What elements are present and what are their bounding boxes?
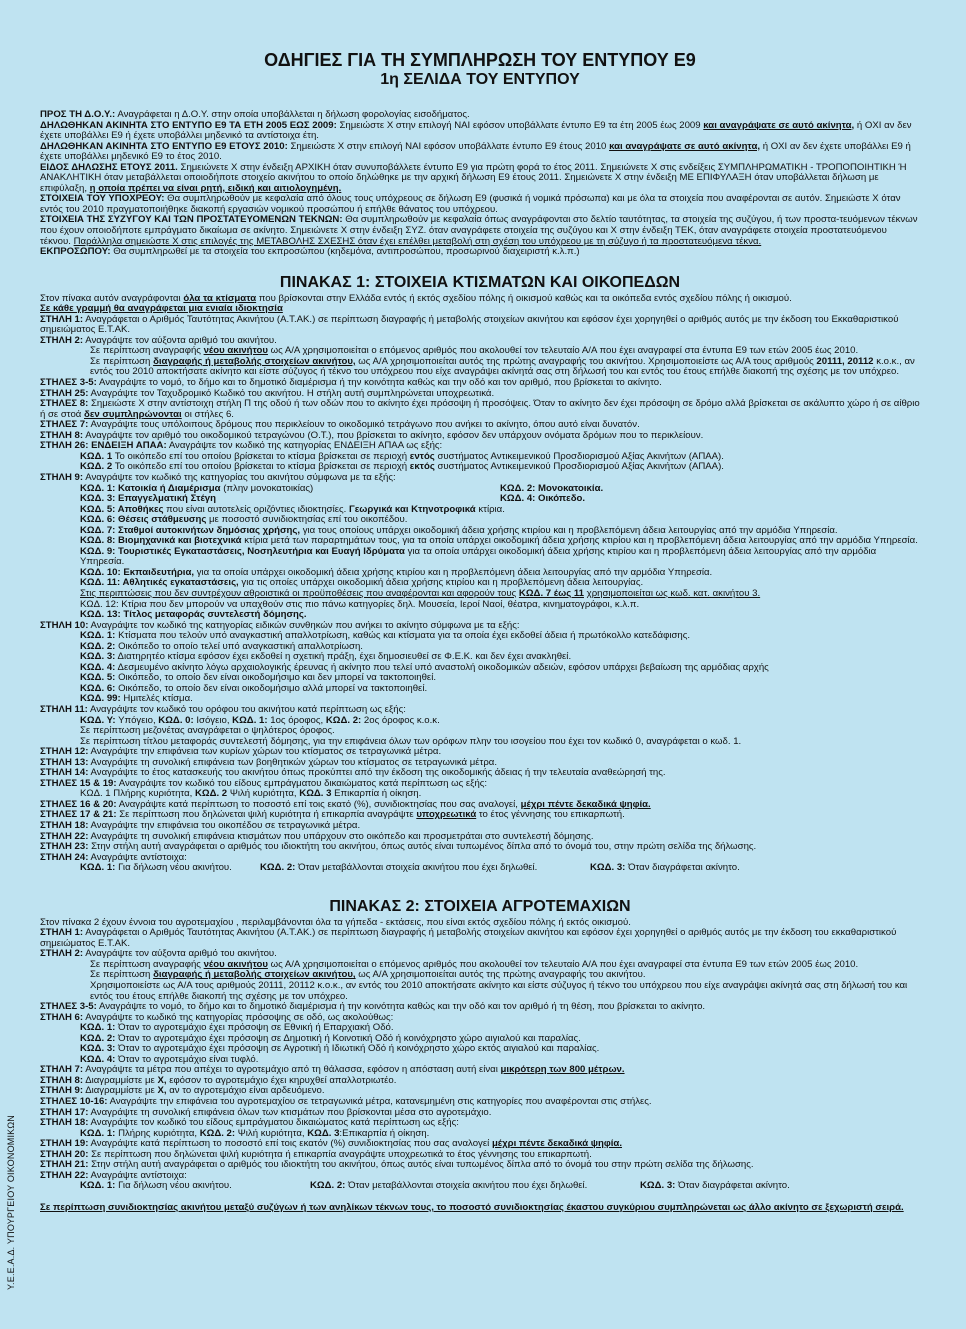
- t1-s1: [40, 315, 920, 336]
- text: Στην στήλη αυτή αναγράφεται ο αριθμός του ιδιοκτήτη του ακινήτου, όπως αυτός είναι τυπωμένος δίπλα από το όνομά του στην πρώτη σελίδα της δήλωσης.: [91, 1159, 754, 1171]
- text: Σε περίπτωση αναγραφής: [90, 345, 201, 357]
- text: Σε περίπτωση: [90, 969, 151, 981]
- text: Δεσμευμένο ακίνητο λόγω αρχαιολογικής έρευνας ή ακίνητο που τελεί υπό αναστολή οικοδομικών αδειών, εφόσον υπάρχει βεβαίωση της αρμόδιας αρχής: [117, 661, 769, 673]
- text: Διατηρητέο κτίσμα εφόσον έχει εκδοθεί η σχετική πράξη, έχει δημοσιευθεί σε Φ.Ε.Κ. και δεν έχει ανακληθεί.: [117, 651, 572, 663]
- text: Σε περίπτωση: [90, 355, 151, 367]
- label: ΣΤΗΛΗ 9:: [40, 471, 84, 483]
- text: Αναγράψτε τη συνολική επιφάνεια όλων των κτισμάτων που βρίσκονται μέσα στο αγροτεμάχιο.: [90, 1106, 492, 1118]
- code: ΚΩΔ. 1: [80, 450, 113, 462]
- col: [310, 1181, 640, 1192]
- text: Αναγράψτε τον αύξοντα αριθμό του ακινήτου.: [85, 948, 277, 960]
- text: Όταν διαγράφεται ακίνητο.: [628, 862, 740, 874]
- code: ΚΩΔ. 1:: [80, 1022, 116, 1034]
- text: Αναγράψτε αντίστοιχα:: [90, 1169, 187, 1181]
- table2-section: [40, 918, 920, 1192]
- text: Αναγράψτε τα μέτρα που απέχει το αγροτεμάχιο από τη θάλασσα, εφόσον η απόσταση αυτή είναι: [85, 1064, 498, 1076]
- code: ΚΩΔ. 3: Επαγγελματική Στέγη: [80, 493, 216, 505]
- label: ΕΚΠΡΟΣΩΠΟΥ:: [40, 246, 111, 258]
- code: ΚΩΔ. 5: Αποθήκες: [80, 503, 164, 515]
- text-emph: όλα τα κτίσματα: [183, 292, 257, 304]
- text: Αναγράψτε το νομό, το δήμο και το δημοτικό διαμέρισμα ή την κοινότητα καθώς και την οδό και τον αριθμό ή τη θέση, που βρίσκεται το ακίνητο.: [98, 1001, 706, 1013]
- table2-title: ΠΙΝΑΚΑΣ 2: ΣΤΟΙΧΕΙΑ ΑΓΡΟΤΕΜΑΧΙΩΝ: [329, 897, 631, 915]
- label: ΔΗΛΩΘΗΚΑΝ ΑΚΙΝΗΤΑ ΣΤΟ ΕΝΤΥΠΟ Ε9 ΤΑ ΕΤΗ 2005 ΕΩΣ 2009:: [40, 119, 337, 131]
- text: Για δήλωση νέου ακινήτου.: [118, 862, 232, 874]
- text: Αναγράψτε τον αριθμό του οικοδομικού τετραγώνου (Ο.Τ.), που βρίσκεται το ακίνητο, εφόσον δεν υπάρχουν ονόματα δρόμων που το περικλείουν.: [85, 429, 704, 441]
- code: ΚΩΔ. 0:: [158, 714, 194, 726]
- text: κτίρια μετά των παραρτημάτων τους, για τα οποία υπάρχει οικοδομική άδεια χρήσης κτιρίου και η προβλεπόμενη άδεια λειτουργίας από την αρμόδια Υπηρεσία.: [244, 535, 918, 547]
- code: ΚΩΔ. 9: Τουριστικές Εγκαταστάσεις, Νοσηλευτήρια και Ευαγή Ιδρύματα: [80, 545, 405, 557]
- text: Αναγράψτε αντίστοιχα:: [90, 851, 187, 863]
- code: ΚΩΔ. 2:: [310, 1180, 346, 1192]
- code: ΚΩΔ. 2: [194, 788, 228, 800]
- code: ΚΩΔ. 10: Εκπαιδευτήρια,: [80, 566, 195, 578]
- text: Σε περίπτωση τίτλου μεταφοράς συντελεστή δόμησης, για την επιφάνεια όλων των ορόφων πλην του ισογείου που έχει τον κωδικό 0, αναγράφεται ο κωδ. 1.: [80, 735, 742, 747]
- text: Θα συμπληρωθούν με κεφαλαία από όλους τους υπόχρεους σε δήλωση Ε9 (φυσικά ή νομικά πρόσωπα) και με όλα τα στοιχεία που αναφέρονται σε αυτόν. Σημειώστε Χ όταν εντός του 2010 πραγματοποιήθηκε διακοπή εργασιών νομικού προσώπου ή επήλθε θάνατος του υπόχρεου.: [40, 193, 901, 215]
- text: Διαγραμμίστε με: [85, 1085, 155, 1097]
- text-emph: η οποία πρέπει να είναι ρητή, ειδική και αιτιολογημένη.: [89, 182, 342, 194]
- text: Όταν μεταβάλλονται στοιχεία ακινήτου που έχει δηλωθεί.: [298, 862, 538, 874]
- label: ΣΤΗΛΗ 26: ΕΝΔΕΙΞΗ ΑΠΑΑ:: [40, 440, 167, 452]
- code: ΚΩΔ. 2:: [80, 1032, 116, 1044]
- text: Αναγράψτε τη συνολική επιφάνεια των βοηθητικών χώρων του κτίσματος σε τετραγωνικά μέτρα.: [90, 756, 498, 768]
- code: ΚΩΔ. 4: Οικόπεδο.: [500, 493, 586, 505]
- label: ΣΤΗΛΗ 23:: [40, 841, 89, 853]
- code: ΚΩΔ. 11: Αθλητικές εγκαταστάσεις,: [80, 577, 239, 589]
- text-emph: ΚΩΔ. 7 έως 11: [518, 587, 584, 599]
- table1-section: [40, 294, 920, 874]
- code: ΚΩΔ. 1:: [80, 1127, 116, 1139]
- code: ΚΩΔ. Υ:: [80, 714, 116, 726]
- label: ΣΤΗΛΗ 22:: [40, 1169, 89, 1181]
- label: ΣΤΗΛΕΣ 15 & 19:: [40, 777, 117, 789]
- text: Αναγράψτε τον κωδικό της κατηγορίας του ακινήτου σύμφωνα με τα εξής:: [85, 471, 396, 483]
- label: ΕΙΔΟΣ ΔΗΛΩΣΗΣ ΕΤΟΥΣ 2011.: [40, 161, 178, 173]
- text-emph: Γεωργικά και Κτηνοτροφικά: [348, 503, 476, 515]
- code: ΚΩΔ. 1:: [80, 862, 116, 874]
- label: ΣΤΗΛΗ 18:: [40, 820, 89, 831]
- text: Αναγράψτε κατά περίπτωση το ποσοστό επί τοις εκατόν (%) συνιδιοκτησίας που σας αναλογεί: [90, 1138, 490, 1150]
- intro-2010: [40, 142, 920, 163]
- text: Οικόπεδο, το οποίο δεν είναι οικοδομήσιμο και δεν μπορεί να τακτοποιηθεί.: [118, 672, 437, 684]
- text: Σημειώνετε Χ στην ένδειξη ΑΡΧΙΚΗ όταν συνυποβάλλετε έντυπο Ε9 για πρώτη φορά το έτος 2011. Σημειώνετε Χ στις ενδείξεις ΣΥΜΠΛΗΡΩΜΑΤΙΚΗ - ΤΡΟΠΟΠΟΙΗΤΙΚΗ Ή ΑΝΑΚΛΗΤΙΚΗ όταν μεταβάλλεται οποιοδήποτε στοιχείο ακινήτου το οποίο δηλώθηκε με την αρχική δήλωση Ε9 έτους 2011. Σημειώνετε Χ στην ένδειξη ΜΕ ΕΠΙΦΥΛΑΞΗ όταν υποβάλλεται δήλωση με επιφύλαξη,: [40, 161, 907, 194]
- text-emph: εντός: [409, 450, 435, 462]
- label: ΣΤΗΛΗ 9:: [40, 1085, 84, 1097]
- text: Αναγράφεται η Δ.Ο.Υ. στην οποία υποβάλλεται η δήλωση φορολογίας εισοδήματος.: [117, 109, 470, 120]
- text: που είναι αυτοτελείς οριζόντιες ιδιοκτησίες.: [166, 503, 347, 515]
- text: συστήματος Αντικειμενικού Προσδιορισμού Αξίας Ακινήτων (ΑΠΑΑ).: [437, 461, 724, 473]
- text: Αναγράψτε την επιφάνεια των κυρίων χώρων του κτίσματος σε τετραγωνικά μέτρα.: [90, 746, 442, 758]
- text: που βρίσκονται στην Ελλάδα εντός ή εκτός σχεδίου πόλης ή οικισμού καθώς και τα οικόπεδα εντός σχεδίου πόλης ή οικισμού.: [258, 292, 792, 304]
- label: ΣΤΗΛΗ 12:: [40, 746, 89, 758]
- text: 1ος όροφος,: [270, 714, 324, 726]
- text: Ημιτελές κτίσμα.: [123, 693, 193, 705]
- code: ΚΩΔ. 8: Βιομηχανικά και βιοτεχνικά: [80, 535, 242, 547]
- text: με ποσοστό συνιδιοκτησίας επί του οικοπέδου.: [209, 514, 408, 526]
- label: ΣΤΗΛΗ 24:: [40, 851, 89, 863]
- page-subtitle: 1η ΣΕΛΙΔΑ ΤΟΥ ΕΝΤΥΠΟΥ: [380, 71, 580, 88]
- text: συστήματος Αντικειμενικού Προσδιορισμού Αξίας Ακινήτων (ΑΠΑΑ).: [437, 450, 724, 462]
- code: ΚΩΔ. 3:: [640, 1180, 676, 1192]
- text: Σε περίπτωση που δηλώνεται ψιλή κυριότητα ή επικαρπία αναγράψτε: [119, 809, 414, 821]
- text: Οικόπεδο, το οποίο δεν είναι οικοδομήσιμο αλλά μπορεί να τακτοποιηθεί.: [118, 682, 428, 694]
- label: ΣΤΗΛΗ 17:: [40, 1106, 89, 1118]
- text: Το οικόπεδο επί του οποίου βρίσκεται το κτίσμα βρίσκεται σε περιοχή: [114, 461, 408, 473]
- text-emph: Σε κάθε γραμμή θα αναγράφεται μια ενιαία ιδιοκτησία: [40, 303, 283, 315]
- label: ΣΤΗΛΗ 2:: [40, 334, 84, 346]
- text: ως Α/Α χρησιμοποιείται ο επόμενος αριθμός που ακολουθεί τον τελευταίο Α/Α που έχει αναγραφεί στα έντυπα Ε9 των ετών 2005 έως 2010.: [270, 958, 859, 970]
- code: ΚΩΔ. 3: [299, 788, 332, 800]
- text: οι στήλες 6.: [184, 408, 234, 420]
- label: ΣΤΗΛΗ 10:: [40, 619, 89, 631]
- text: εφόσον το αγροτεμάχιο έχει κηρυχθεί απαλλοτριωτέο.: [169, 1074, 397, 1086]
- text: Όταν μεταβάλλονται στοιχεία ακινήτου που έχει δηλωθεί.: [348, 1180, 588, 1192]
- label: ΣΤΗΛΗ 21:: [40, 1159, 89, 1171]
- text: Αναγράψτε τον κωδικό της κατηγορίας ΕΝΔΕΙΞΗ ΑΠΑΑ ως εξής:: [168, 440, 443, 452]
- text: ΚΩΔ. 12: Κτίρια που δεν μπορούν να υπαχθούν στις πιο πάνω κατηγορίες δηλ. Μουσεία, Ιεροί Ναοί, θέατρα, κινηματογράφοι, κ.λ.π.: [80, 598, 640, 610]
- text: Αναγράψτε τον Ταχυδρομικό Κωδικό του ακινήτου. Η στήλη αυτή συμπληρώνεται υποχρεωτικά.: [90, 387, 495, 399]
- text: ή ΟΧΙ αν δεν έχετε υποβάλλει Ε9 ή έχετε υποβάλλει μηδενικό Ε9 το έτος 2010.: [40, 140, 911, 163]
- text-emph: διαγραφής ή μεταβολής στοιχείων ακινήτου,: [153, 355, 356, 367]
- text: Επικαρπία ή οίκηση.: [334, 788, 422, 800]
- code: ΚΩΔ. 3:: [80, 1043, 116, 1055]
- text-emph: μικρότερη των 800 μέτρων.: [500, 1064, 625, 1076]
- text: Αναγράψτε το έτος κατασκευής του ακινήτου όπως προκύπτει από την έκδοση της οικοδομικής άδειας ή την τελευταία αναθεώρησή της.: [90, 767, 666, 779]
- text: Σε περίπτωση αναγραφής: [90, 958, 201, 970]
- text-emph: νέου ακινήτου: [203, 958, 268, 970]
- col: [80, 1181, 310, 1192]
- text: Σε περίπτωση που δηλώνεται ψιλή κυριότητα ή επικαρπία αναγράψτε υποχρεωτικά το έτος γέννησης του επικαρπωτή.: [91, 1148, 592, 1160]
- label: ΣΤΗΛΗ 7:: [40, 1064, 84, 1076]
- intro-syzygos: [40, 215, 920, 247]
- code: ΚΩΔ. 7: Σταθμοί αυτοκινήτων δημόσιας χρήσης,: [80, 524, 301, 536]
- label: ΣΤΗΛΗ 14:: [40, 767, 89, 779]
- label: ΣΤΗΛΕΣ 16 & 20:: [40, 798, 117, 810]
- intro-section: [40, 110, 920, 258]
- text: κτίρια.: [478, 503, 505, 515]
- final-note: Σε περίπτωση συνιδιοκτησίας ακινήτου μεταξύ συζύγων ή των ανηλίκων τέκνων τους, το ποσοστό συνιδιοκτησίας έκαστου συγκύριου συμπληρώνεται ως άλλο ακίνητο σε ξεχωριστή σειρά.: [40, 1201, 904, 1213]
- t2-s22-codes: [40, 1181, 920, 1192]
- label: ΠΡΟΣ ΤΗ Δ.Ο.Υ.:: [40, 109, 116, 120]
- text: Αναγράψτε τη συνολική επιφάνεια κτισμάτων που υπάρχουν στο οικόπεδο και προσμετράται στο συντελεστή δόμησης.: [90, 830, 594, 842]
- code: ΚΩΔ. 1: Κατοικία ή Διαμέρισμα: [80, 482, 221, 494]
- text-emph: εκτός: [409, 461, 435, 473]
- code: ΚΩΔ. 6: Θέσεις στάθμευσης: [80, 514, 207, 526]
- code: ΚΩΔ. 4:: [80, 661, 116, 673]
- text: για τα οποία υπάρχει οικοδομική άδεια χρήσης κτιρίου και η προβλεπόμενη άδεια λειτουργίας από την αρμόδια Υπηρεσία.: [80, 545, 877, 568]
- text: για τα οποία υπάρχει οικοδομική άδεια χρήσης κτιρίου και η προβλεπόμενη άδεια λειτουργίας από την αρμόδια Υπηρεσία.: [196, 566, 713, 578]
- text: ή ΟΧΙ αν δεν έχετε υποβάλλει Ε9 ή έχετε υποβάλλει μηδενικό τα αντίστοιχα έτη.: [40, 119, 912, 142]
- code: ΚΩΔ. 2:: [80, 640, 116, 652]
- label: ΣΤΗΛΗ 13:: [40, 756, 89, 768]
- text: ΚΩΔ. 1 Πλήρης κυριότητα,: [80, 788, 193, 800]
- label: ΣΤΗΛΕΣ 8:: [40, 398, 89, 410]
- t1-k9: [40, 547, 920, 568]
- code: ΚΩΔ. 2: Μονοκατοικία.: [500, 482, 604, 494]
- text: Σημειώστε Χ στην επιλογή ΝΑΙ εφόσον υποβάλλατε έντυπο Ε9 έτους 2010: [290, 140, 607, 152]
- label: ΣΤΗΛΗ 2:: [40, 948, 84, 960]
- label: ΣΤΗΛΗ 11:: [40, 703, 88, 715]
- text-emph: 20111, 20112: [816, 355, 874, 367]
- side-vertical-text: Υ.Ε.Ε.Α.Δ. ΥΠΟΥΡΓΕΙΟΥ ΟΙΚΟΝΟΜΙΚΩΝ: [6, 1115, 16, 1290]
- intro-ekprosopos: [40, 247, 920, 258]
- code: ΚΩΔ. 2:: [260, 862, 296, 874]
- text: Αναγράψτε τον κωδικό του ορόφου του ακινήτου κατά περίπτωση ως εξής:: [90, 703, 406, 715]
- text: Ισόγειο,: [196, 714, 230, 726]
- label: ΣΤΗΛΕΣ 3-5:: [40, 377, 97, 389]
- code: ΚΩΔ. 13: Τίτλος μεταφοράς συντελεστή δόμησης.: [80, 609, 307, 621]
- code: ΚΩΔ. 4:: [80, 1053, 116, 1065]
- text-emph: διαγραφής ή μεταβολής στοιχείων ακινήτου,: [153, 969, 356, 981]
- text-emph: μέχρι πέντε δεκαδικά ψηφία.: [520, 798, 651, 810]
- intro-ypoxreos: [40, 194, 920, 215]
- page-title: ΟΔΗΓΙΕΣ ΓΙΑ ΤΗ ΣΥΜΠΛΗΡΩΣΗ ΤΟΥ ΕΝΤΥΠΟΥ Ε9: [264, 50, 696, 70]
- text-emph: και αναγράψατε σε αυτό ακίνητα,: [703, 119, 855, 131]
- text: Για δήλωση νέου ακινήτου.: [118, 1180, 232, 1192]
- code: ΚΩΔ. 3:: [590, 862, 626, 874]
- text: Θα συμπληρωθεί με τα στοιχεία του εκπροσώπου (κηδεμόνα, αντιπροσώπου, προσωρινού διαχειριστή κ.λ.π.): [113, 246, 580, 258]
- text: Υπόγειο,: [118, 714, 156, 726]
- text: Όταν διαγράφεται ακίνητο.: [678, 1180, 790, 1192]
- code: ΚΩΔ. 6:: [80, 682, 116, 694]
- label: ΣΤΗΛΕΣ 10-16:: [40, 1096, 108, 1108]
- text: Όταν το αγροτεμάχιο είναι τυφλό.: [118, 1053, 259, 1065]
- label: ΣΤΗΛΕΣ 3-5:: [40, 1001, 97, 1013]
- text: για τους οποίους υπάρχει οικοδομική άδεια χρήσης κτιρίου και η προβλεπόμενη άδεια λειτουργίας από την αρμόδια Υπηρεσία.: [302, 524, 838, 536]
- label: ΣΤΗΛΗ 22:: [40, 830, 89, 842]
- label: ΣΤΗΛΗ 20:: [40, 1148, 89, 1160]
- text: χρησιμοποιείται ως κωδ. κατ. ακινήτου 3.: [586, 587, 761, 599]
- text: Σε περίπτωση μεζονέτας αναγράφεται ο ψηλότερος όροφος.: [80, 725, 335, 737]
- label: ΣΤΗΛΗ 6:: [40, 1011, 84, 1023]
- text-emph: Παράλληλα σημειώστε Χ στις επιλογές της ΜΕΤΑΒΟΛΗΣ ΣΧΕΣΗΣ όταν έχει επέλθει μεταβολή στη σχέση του υπόχρεου με τη σύζυγο ή τα προστατευόμενα τέκνα.: [73, 235, 762, 247]
- label: ΣΤΗΛΗ 18:: [40, 1117, 89, 1129]
- code: ΚΩΔ. 2: [80, 461, 113, 473]
- document-page: [40, 0, 920, 1329]
- text: Χρησιμοποιείστε ως Α/Α τους αριθμούς 20111, 20112 κ.ο.κ., αν εντός του 2010 αποκτήσατε ακίνητο και είστε σύζυγος ή τέκνο του υπόχρεου που είχε αναγράψει ακίνητά σας στη δήλωσή του και εντός του έτους επήλθε διακοπή της σχέσης με τον υπόχρεο.: [90, 980, 908, 1002]
- code: ΚΩΔ. 1:: [80, 1180, 116, 1192]
- col: [260, 863, 590, 874]
- text: Αναγράψτε τον αύξοντα αριθμό του ακινήτου.: [85, 334, 277, 346]
- text: Στον πίνακα 2 έχουν έννοια του αγροτεμαχίου , περιλαμβάνονται όλα τα γήπεδα - εκτάσεις, που είναι εκτός σχεδίου πόλης ή εκτός οικισμού.: [40, 916, 631, 928]
- text: αν το αγροτεμάχιο είναι αρδευόμενο.: [169, 1085, 325, 1097]
- text: Αναγράψτε το κωδικό της κατηγορίας πρόσοψης σε οδό, ως ακολούθως:: [85, 1011, 394, 1023]
- code: ΚΩΔ. 3:: [80, 651, 116, 663]
- col: [80, 863, 260, 874]
- text: ως Α/Α χρησιμοποιείται αυτός της πρώτης αναγραφής του ακινήτου.: [358, 969, 646, 981]
- label: ΣΤΗΛΗ 1:: [40, 313, 84, 325]
- text: Οικόπεδο το οποίο τελεί υπό αναγκαστική απαλλοτρίωση.: [118, 640, 363, 652]
- label: ΣΤΗΛΕΣ 7:: [40, 419, 89, 431]
- text-emph: δεν συμπληρώνονται: [84, 408, 182, 420]
- code: ΚΩΔ. 99:: [80, 693, 121, 705]
- text: Σημειώστε Χ στην αντίστοιχη στήλη Π της οδού ή των οδών που το ακίνητο έχει πρόσοψη ή προσόψεις. Όταν το ακίνητο δεν έχει πρόσοψη σε δρόμο αλλά βρίσκεται σε ακάλυπτο χώρο ή σε αίθριο ή σε στοά: [40, 398, 920, 420]
- col: [640, 1181, 790, 1192]
- label: ΣΤΗΛΗ 25:: [40, 387, 89, 399]
- t1-s8: [40, 399, 920, 420]
- text-emph: νέου ακινήτου: [203, 345, 268, 357]
- text: Σημειώστε Χ στην επιλογή ΝΑΙ εφόσον υποβάλλατε έντυπο Ε9 τα έτη 2005 έως 2009: [339, 119, 701, 131]
- label: ΣΤΟΙΧΕΙΑ ΤΟΥ ΥΠΟΧΡΕΟΥ:: [40, 193, 165, 205]
- text: Θα συμπληρωθούν με κεφαλαία όπως αναγράφονται στο δελτίο ταυτότητας, τα στοιχεία της συζύγου, ή των προστα-τευόμενων τέκνων που έχουν οποιοδήποτε εμπράγματο δικαίωμα σε ακίνητο. Σημειώνετε Χ στην ένδειξη ΣΥΖ. όταν αναγράφετε στοιχεία της συζύγου και Χ στην ένδειξη ΤΕΚ, όταν αναγράφετε στοιχεία προστατευόμενου τέκνου.: [40, 214, 918, 247]
- text-emph: Χ,: [157, 1085, 167, 1097]
- label: ΣΤΟΙΧΕΙΑ ΤΗΣ ΣΥΖΥΓΟΥ ΚΑΙ ΤΩΝ ΠΡΟΣΤΑΤΕΥΟΜΕΝΩΝ ΤΕΚΝΩΝ:: [40, 214, 343, 226]
- label: ΔΗΛΩΘΗΚΑΝ ΑΚΙΝΗΤΑ ΣΤΟ ΕΝΤΥΠΟ Ε9 ΕΤΟΥΣ 2010:: [40, 140, 288, 152]
- text-emph: και αναγράψατε σε αυτό ακίνητα,: [609, 140, 761, 152]
- text: Ψιλή κυριότητα,: [229, 788, 297, 800]
- text: Στην στήλη αυτή αναγράφεται ο αριθμός του ιδιοκτήτη του ακινήτου, όπως αυτός είναι τυπωμένος δίπλα από το όνομά του, στην πρώτη σελίδα της δήλωσης.: [91, 841, 757, 853]
- code: ΚΩΔ. 1:: [80, 630, 116, 642]
- text: Κτίσματα που τελούν υπό αναγκαστική απαλλοτρίωση, καθώς και κτίσματα για τα οποία έχει εκδοθεί άδεια ή πρωτόκολλο κατεδάφισης.: [118, 630, 690, 642]
- text: Το οικόπεδο επί του οποίου βρίσκεται το κτίσμα βρίσκεται σε περιοχή: [114, 450, 408, 462]
- text: Ψιλή κυριότητα,: [237, 1127, 305, 1139]
- t1-s24-codes: [40, 863, 920, 874]
- text: Αναγράφεται ο Αριθμός Ταυτότητας Ακινήτου (Α.Τ.ΑΚ.) σε περίπτωση διαγραφής ή μεταβολής στοιχείων ακινήτου και εφόσον έχει χορηγηθεί ο αριθμός αυτός με την έκδοση του Εκκαθαριστικού σημειώματος Ε.Τ.ΑΚ.: [40, 313, 899, 336]
- text: Όταν το αγροτεμάχιο έχει πρόσοψη σε Αγροτική ή Ιδιωτική Οδό ή κοινόχρηστο χώρο εκτός αιγιαλού και παραλίας.: [118, 1043, 600, 1055]
- text: Διαγραμμίστε με: [85, 1074, 155, 1086]
- text: Αναγράψτε τον κωδικό του είδους εμπράγματου δικαιώματος κατά περίπτωση ως εξής:: [90, 1117, 459, 1129]
- text: για τις οποίες υπάρχει οικοδομική άδεια χρήσης κτιρίου και η προβλεπόμενη άδεια λειτουργίας.: [241, 577, 644, 589]
- text: το έτος γέννησης του επικαρπωτή.: [478, 809, 625, 821]
- text: Στον πίνακα αυτόν αναγράφονται: [40, 292, 181, 304]
- col: [590, 863, 740, 874]
- text: Αναγράψτε το νομό, το δήμο και το δημοτικό διαμέρισμα ή την κοινότητα καθώς και την οδό και τον αριθμό, που βρίσκεται το ακίνητο.: [98, 377, 662, 389]
- text: Αναγράφεται ο Αριθμός Ταυτότητας Ακινήτου (Α.Τ.ΑΚ.) σε περίπτωση διαγραφής ή μεταβολής στοιχείων ακινήτου και εφόσον έχει χορηγηθεί ο αριθμός αυτός με την έκδοση του εκκαθαριστικού σημειώματος Ε.Τ.ΑΚ.: [40, 927, 897, 949]
- text: ως Α/Α χρησιμοποιείται ο επόμενος αριθμός που ακολουθεί τον τελευταίο Α/Α που έχει αναγραφεί στα έντυπα Ε9 των ετών 2005 έως 2010.: [270, 345, 859, 357]
- t1-s2b: [40, 357, 920, 378]
- code: ΚΩΔ. 3: [307, 1127, 340, 1139]
- text: Όταν το αγροτεμάχιο έχει πρόσοψη σε Εθνική ή Επαρχιακή Οδό.: [118, 1022, 394, 1034]
- text: Αναγράψτε την επιφάνεια του οικοπέδου σε τετραγωνικά μέτρα.: [90, 820, 361, 831]
- text: Αναγράψτε την επιφάνεια του αγροτεμαχίου σε τετραγωνικά μέτρα, κατανεμημένη στις κατηγορίες που αναφέρονται στις στήλες.: [109, 1096, 652, 1108]
- table1-title: ΠΙΝΑΚΑΣ 1: ΣΤΟΙΧΕΙΑ ΚΤΙΣΜΑΤΩΝ ΚΑΙ ΟΙΚΟΠΕΔΩΝ: [279, 273, 681, 291]
- intro-2005-2009: [40, 121, 920, 142]
- text: Όταν το αγροτεμάχιο έχει πρόσοψη σε Δημοτική ή Κοινοτική Οδό ή κοινόχρηστο χώρο αιγιαλού και παραλίας.: [118, 1032, 581, 1044]
- text: Αναγράψτε τον κωδικό της κατηγορίας ειδικών συνθηκών που ανήκει το ακίνητο σύμφωνα με τα εξής:: [90, 619, 520, 631]
- text: 2ος όροφος κ.ο.κ.: [363, 714, 440, 726]
- text: (πλην μονοκατοικίας): [223, 482, 314, 494]
- text: κ.ο.κ., αν εντός του 2010 αποκτήσατε ακίνητο και είστε σύζυγος ή τέκνο του υπόχρεου που είχε αναγράψει ακίνητά σας στη δήλωσή του και εντός του έτους επήλθε διακοπή της σχέσης με τον υπόχρεο.: [90, 355, 915, 378]
- label: ΣΤΗΛΕΣ 17 & 21:: [40, 809, 117, 821]
- text: Αναγράψτε τον κωδικό του είδους εμπράγματου δικαιώματος κατά περίπτωση ως εξής:: [118, 777, 488, 789]
- t2-s2c: [40, 981, 920, 1002]
- text: Πλήρης κυριότητα,: [118, 1127, 198, 1139]
- text-emph: υποχρεωτικά: [416, 809, 477, 821]
- text: Αναγράψτε τους υπόλοιπους δρόμους που περικλείουν το οικοδομικό τετράγωνο που ανήκει το ακίνητο, όπου αυτό είναι δυνατόν.: [90, 419, 640, 431]
- text: :Επικαρπία ή οίκηση.: [339, 1127, 430, 1139]
- t2-s1: [40, 928, 920, 949]
- intro-eidos: [40, 163, 920, 195]
- text: ως Α/Α χρησιμοποιείται αυτός της πρώτης αναγραφής του ακινήτου. Χρησιμοποιείστε ως Α/Α τους αριθμούς: [358, 355, 814, 367]
- label: ΣΤΗΛΗ 19:: [40, 1138, 89, 1150]
- text: Στις περιπτώσεις που δεν συντρέχουν αθροιστικά οι προϋποθέσεις που αναφέρονται και αφορούν τους: [80, 587, 517, 599]
- code: ΚΩΔ. 2:: [199, 1127, 236, 1139]
- code: ΚΩΔ. 2:: [325, 714, 362, 726]
- code: ΚΩΔ. 1:: [232, 714, 268, 726]
- text-emph: μέχρι πέντε δεκαδικά ψηφία.: [491, 1138, 622, 1150]
- text-emph: Χ,: [157, 1074, 167, 1086]
- label: ΣΤΗΛΗ 1:: [40, 927, 84, 939]
- label: ΣΤΗΛΗ 8:: [40, 429, 84, 441]
- label: ΣΤΗΛΗ 8:: [40, 1074, 84, 1086]
- text: Αναγράψτε κατά περίπτωση το ποσοστό επί τοις εκατό (%), συνιδιοκτησίας που σας αναλογεί,: [118, 798, 518, 810]
- code: ΚΩΔ. 5:: [80, 672, 116, 684]
